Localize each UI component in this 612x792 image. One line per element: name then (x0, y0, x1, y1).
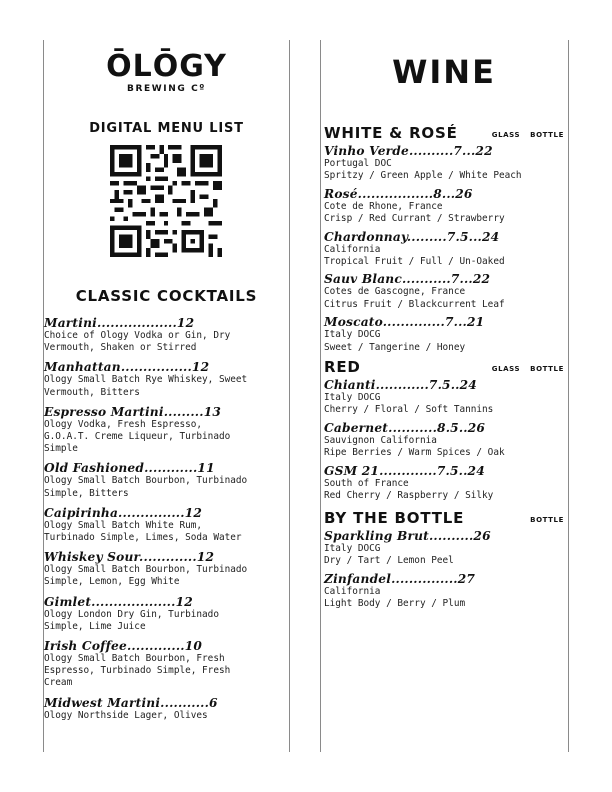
right-border-line (568, 40, 569, 752)
list-item (44, 316, 289, 354)
item-description: California (324, 243, 381, 255)
glass-label: GLASS (491, 131, 521, 139)
item-description: Vermouth, Shaken or Stirred (44, 342, 197, 354)
item-description: Choice of Ology Vodka or Gin, Dry (44, 330, 231, 341)
item-name-line: Cabernet...........8.5..26 (324, 420, 486, 435)
by-the-bottle-section (324, 509, 564, 615)
list-item (324, 187, 564, 226)
bottle-label: BOTTLE (530, 365, 564, 373)
item-description: Cote de Rhone, France (324, 200, 443, 212)
list-item (324, 421, 564, 460)
list-item (44, 360, 289, 398)
column-labels (492, 365, 564, 376)
item-description: Vermouth, Bitters (44, 386, 140, 398)
list-item (324, 464, 564, 503)
item-description: Sauvignon California (324, 434, 437, 446)
item-description: Spritzy / Green Apple / White Peach (324, 170, 522, 182)
item-description: California (324, 585, 381, 597)
item-name-line: Caipirinha...............12 (44, 505, 203, 520)
qr-code[interactable] (110, 145, 222, 257)
list-item (44, 696, 289, 722)
cocktail-list (44, 316, 289, 728)
glass-label: GLASS (491, 365, 521, 373)
item-name-line: Gimlet...................12 (44, 594, 193, 609)
item-description: Light Body / Berry / Plum (324, 598, 466, 610)
list-item (324, 572, 564, 611)
brand-logo (44, 49, 289, 94)
item-description: South of France (324, 477, 409, 489)
item-description: Cherry / Floral / Soft Tannins (324, 404, 494, 416)
item-name-line: Irish Coffee.............10 (44, 639, 203, 654)
center-left-line (289, 40, 290, 752)
item-name-line: Chianti............7.5..24 (324, 378, 477, 392)
item-name-line: Espresso Martini.........13 (44, 404, 222, 419)
item-description: Ology Small Batch Bourbon, Turbinado (44, 564, 248, 576)
list-item (44, 595, 289, 633)
item-description: Turbinado Simple, Limes, Soda Water (44, 532, 242, 544)
item-name-line: Old Fashioned............11 (44, 461, 215, 476)
item-name-line: Moscato..............7...21 (324, 315, 485, 330)
item-description: Citrus Fruit / Blackcurrent Leaf (324, 298, 505, 310)
item-description: Ology Northside Lager, Olives (44, 709, 208, 721)
item-description: Crisp / Red Currant / Strawberry (324, 213, 505, 225)
column-labels (530, 516, 564, 527)
list-item (324, 144, 564, 183)
list-item (324, 272, 564, 311)
list-item (44, 639, 289, 690)
item-name-line: Manhattan................12 (44, 360, 210, 375)
item-name-line: Whiskey Sour.............12 (44, 550, 215, 565)
item-name-line: Martini..................12 (44, 316, 195, 330)
item-description: Cream (44, 677, 73, 689)
bottle-label: BOTTLE (530, 131, 564, 139)
item-name-line: Midwest Martini...........6 (44, 695, 218, 710)
list-item (44, 506, 289, 544)
item-description: Simple (44, 443, 78, 455)
list-item (44, 461, 289, 499)
item-description: Ology London Dry Gin, Turbinado (44, 608, 219, 620)
list-item (324, 378, 564, 417)
item-description: Simple, Lime Juice (44, 620, 146, 632)
item-description: Portugal DOC (324, 158, 392, 169)
item-name-line: Chardonnay.........7.5...24 (324, 229, 500, 244)
digital-menu-heading: DIGITAL MENU LIST (89, 121, 244, 136)
item-name-line: GSM 21.............7.5..24 (324, 463, 485, 478)
item-description: Italy DOCG (324, 329, 381, 341)
item-name-line: Zinfandel...............27 (324, 571, 476, 586)
item-description: Cotes de Gascogne, France (324, 286, 466, 298)
item-description: Ology Small Batch White Rum, (44, 519, 203, 531)
list-item (324, 315, 564, 354)
item-description: G.O.A.T. Creme Liqueur, Turbinado (44, 431, 231, 443)
item-description: Italy DOCG (324, 392, 381, 403)
bottle-label: BOTTLE (530, 516, 564, 524)
white-rose-section (324, 124, 564, 358)
section-heading: RED (324, 358, 361, 376)
red-section (324, 358, 564, 506)
item-description: Simple, Bitters (44, 487, 129, 499)
item-description: Ology Vodka, Fresh Espresso, (44, 418, 203, 430)
list-item (324, 230, 564, 269)
item-description: Ripe Berries / Warm Spices / Oak (324, 447, 505, 459)
item-description: Simple, Lemon, Egg White (44, 576, 180, 588)
item-name-line: Vinho Verde..........7...22 (324, 144, 493, 158)
item-name-line: Sauv Blanc...........7...22 (324, 272, 491, 287)
column-labels (492, 131, 564, 142)
item-description: Espresso, Turbinado Simple, Fresh (44, 665, 231, 677)
logo-text: ŌLŌGY (106, 49, 227, 84)
item-description: Italy DOCG (324, 543, 381, 554)
item-name-line: Rosé.................8...26 (324, 186, 473, 201)
list-item (44, 405, 289, 456)
wine-title: WINE (392, 53, 496, 91)
item-description: Tropical Fruit / Full / Un-Oaked (324, 256, 505, 268)
logo-subtitle: BREWING Cº (127, 84, 206, 94)
item-description: Red Cherry / Raspberry / Silky (324, 490, 494, 502)
center-right-line (320, 40, 321, 752)
list-item (44, 550, 289, 588)
item-name-line: Sparkling Brut..........26 (324, 529, 491, 543)
item-description: Ology Small Batch Bourbon, Turbinado (44, 475, 248, 487)
section-heading: BY THE BOTTLE (324, 509, 465, 527)
section-heading: WHITE & ROSÉ (324, 124, 458, 142)
item-description: Sweet / Tangerine / Honey (324, 341, 466, 353)
item-description: Dry / Tart / Lemon Peel (324, 555, 454, 567)
item-description: Ology Small Batch Rye Whiskey, Sweet (44, 374, 248, 386)
item-description: Ology Small Batch Bourbon, Fresh (44, 653, 225, 665)
list-item (324, 529, 564, 568)
classic-cocktails-heading: CLASSIC COCKTAILS (75, 287, 258, 305)
